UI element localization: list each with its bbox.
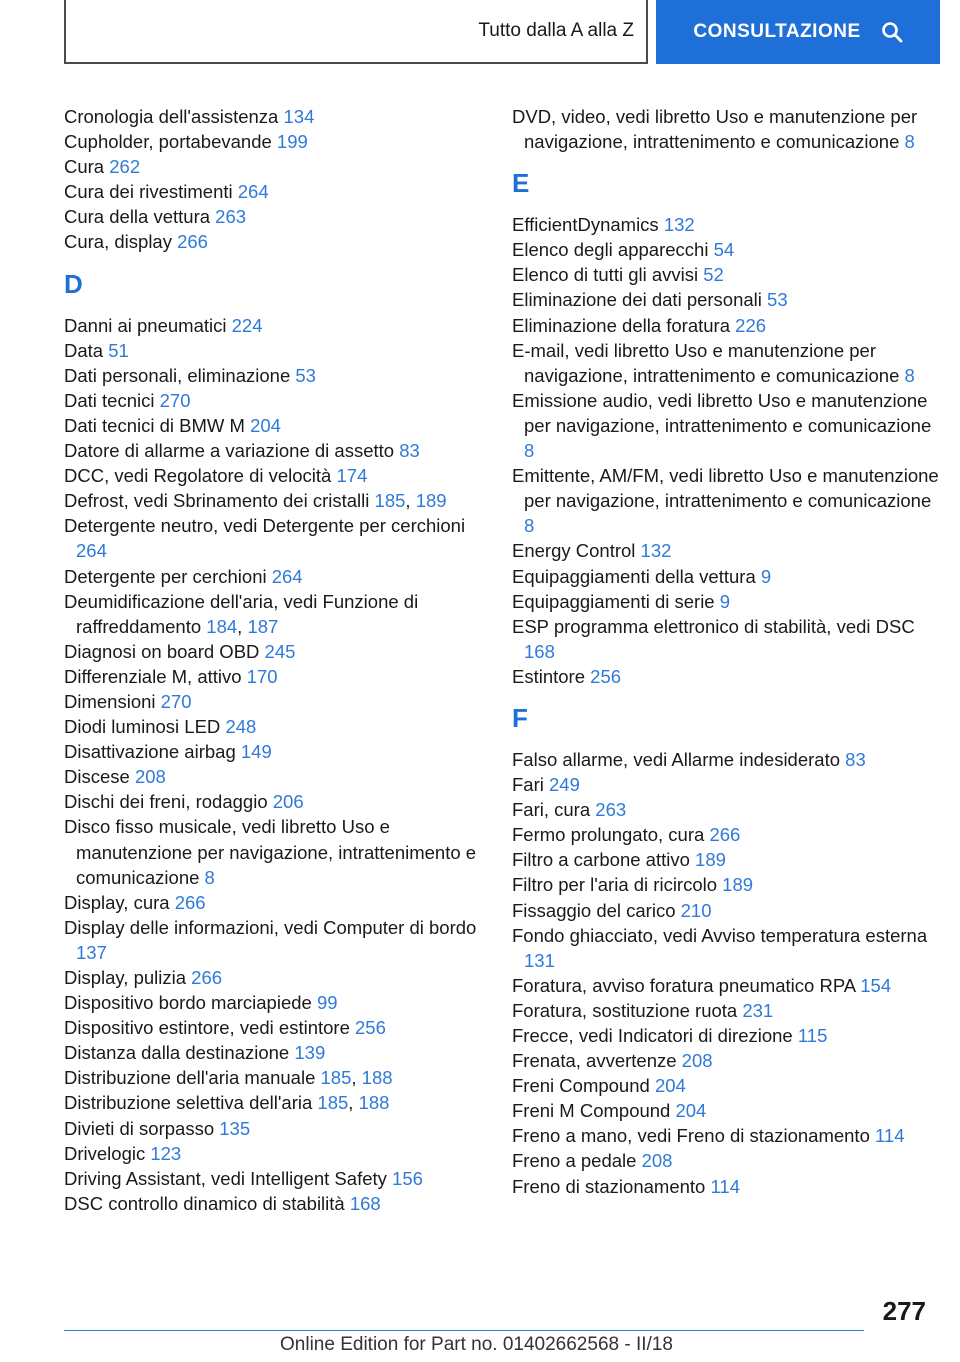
index-entry-text: Display, pulizia: [64, 967, 187, 988]
page-reference-link[interactable]: 52: [703, 264, 724, 286]
index-entry: [64, 154, 494, 179]
index-entry-text: Filtro a carbone attivo: [512, 849, 690, 871]
index-entry-text: Estintore: [512, 665, 586, 687]
index-entry-text: DCC, vedi Regolatore di velocità: [64, 465, 332, 487]
page-reference-link[interactable]: 266: [191, 967, 223, 988]
index-entry: [64, 463, 494, 488]
page-reference-link[interactable]: 132: [663, 214, 695, 236]
consultazione-tab[interactable]: [656, 0, 940, 64]
index-letter-heading: D: [64, 268, 83, 299]
index-entry: [64, 764, 494, 789]
index-entry-text: Divieti di sorpasso: [64, 1117, 215, 1139]
page-reference-link[interactable]: 154: [860, 974, 892, 996]
page-reference-link[interactable]: 208: [681, 1050, 713, 1072]
index-entry: Deumidificazione dell'aria, vedi Funzione di raffreddamento 184, 187: [64, 590, 419, 637]
page-reference-link[interactable]: 114: [710, 1175, 740, 1197]
page-reference-link[interactable]: 256: [355, 1017, 386, 1039]
index-entry: [64, 229, 494, 254]
page-reference-link[interactable]: 123: [150, 1142, 182, 1164]
index-entry: [512, 772, 942, 797]
index-entry: [64, 814, 494, 889]
index-entry-text: Dati personali, eliminazione: [64, 364, 291, 386]
index-entry: [512, 998, 942, 1023]
index-entry: [64, 1141, 494, 1166]
index-entry: [512, 664, 942, 689]
edition-note: Online Edition for Part no. 01402662568 - II/18: [280, 1334, 673, 1355]
page-reference-link[interactable]: 53: [767, 289, 788, 311]
page-reference-link[interactable]: 185: [317, 1092, 349, 1114]
page-reference-link[interactable]: 53: [295, 364, 316, 386]
index-entry: [64, 413, 494, 438]
index-entry: [64, 639, 494, 664]
page-reference-link[interactable]: 264: [271, 565, 303, 587]
page-reference-link[interactable]: 263: [595, 799, 627, 821]
index-entry-text: Deumidificazione dell'aria, vedi Funzione di raffreddamento: [64, 590, 419, 637]
index-entry: [512, 338, 942, 388]
page-number: 277: [882, 1296, 926, 1326]
index-entry: Distribuzione selettiva dell'aria 185, 188: [64, 1092, 390, 1114]
index-entry: [512, 589, 942, 614]
page-reference-link[interactable]: 199: [276, 131, 308, 153]
index-entry-text: Drivelogic: [64, 1142, 146, 1164]
index-entry-text: Distanza dalla destinazione: [64, 1042, 290, 1064]
page-reference-link[interactable]: 9: [719, 590, 731, 612]
index-entry-text: Eliminazione della foratura: [512, 314, 731, 336]
index-entry-text: Data: [64, 339, 104, 361]
index-entry-text: Frenata, avvertenze: [512, 1050, 677, 1072]
page-reference-link[interactable]: 8: [524, 515, 535, 537]
index-entry-text: Display delle informazioni, vedi Computer di bordo: [64, 916, 477, 938]
index-entry: [512, 262, 942, 287]
index-entry: [64, 313, 494, 338]
index-entry: [512, 104, 942, 154]
page-reference-link[interactable]: 135: [219, 1117, 251, 1139]
index-entry: [64, 965, 494, 990]
page-reference-link[interactable]: 185: [374, 490, 406, 512]
index-entry-text: Foratura, sostituzione ruota: [512, 999, 738, 1021]
page-reference-link[interactable]: 210: [680, 899, 712, 921]
index-entry: [64, 990, 494, 1015]
index-entry-text: Driving Assistant, vedi Intelligent Safety: [64, 1167, 387, 1189]
page-reference-link[interactable]: 204: [250, 414, 281, 436]
index-entry-text: Freni Compound: [512, 1075, 650, 1097]
index-entry-text: Cura: [64, 156, 105, 178]
page-reference-link[interactable]: 264: [237, 181, 269, 203]
index-column-right: [512, 104, 942, 1199]
page-reference-link[interactable]: 248: [225, 716, 257, 738]
index-entry-text: Filtro per l'aria di ricircolo: [512, 874, 718, 896]
index-entry: [64, 179, 494, 204]
index-entry: [512, 797, 942, 822]
index-entry: [64, 1015, 494, 1040]
index-entry-text: Dischi dei freni, rodaggio: [64, 791, 268, 813]
page-reference-link[interactable]: 54: [713, 239, 735, 261]
page-reference-link[interactable]: 188: [361, 1067, 393, 1089]
index-letter-heading: E: [512, 168, 530, 199]
index-entry-text: Danni ai pneumatici: [64, 314, 227, 336]
index-entry-text: Freno a mano, vedi Freno di stazionamento: [512, 1125, 870, 1147]
index-entry: [512, 973, 942, 998]
index-entry: Distribuzione dell'aria manuale 185, 188: [64, 1067, 393, 1089]
index-entry: Defrost, vedi Sbrinamento dei cristalli 185, 189: [64, 490, 447, 512]
index-entry: [64, 438, 494, 463]
page-reference-link[interactable]: 204: [654, 1075, 686, 1097]
index-entry-text: Disco fisso musicale, vedi libretto Uso e manutenzione per navigazione, intrattenimento e comunicazione: [64, 816, 477, 888]
index-entry-text: Detergente neutro, vedi Detergente per cerchioni: [64, 515, 466, 537]
page-reference-link[interactable]: 8: [904, 131, 915, 153]
index-entry-text: Detergente per cerchioni: [64, 565, 267, 587]
index-entry: [512, 847, 942, 872]
index-entry-text: Emittente, AM/FM, vedi libretto Uso e manutenzione per navigazione, intrattenimento e comunicazione: [512, 465, 939, 512]
index-entry-text: E-mail, vedi libretto Uso e manutenzione per navigazione, intrattenimento e comunicazione: [512, 339, 900, 386]
index-entry: [512, 538, 942, 563]
index-entry-text: Foratura, avviso foratura pneumatico RPA: [512, 974, 856, 996]
index-entry: [64, 739, 494, 764]
index-entry: [512, 463, 942, 538]
index-entry-text: Eliminazione dei dati personali: [512, 289, 762, 311]
index-entry-text: Energy Control: [512, 540, 636, 562]
index-entry-text: Falso allarme, vedi Allarme indesiderato: [512, 748, 841, 770]
index-entry: [512, 898, 942, 923]
index-entry-text: DSC controllo dinamico di stabilità: [64, 1192, 345, 1214]
index-entry-text: Dispositivo bordo marciapiede: [64, 992, 312, 1014]
index-entry: [64, 204, 494, 229]
page-reference-link[interactable]: 8: [204, 866, 215, 888]
index-entry: [512, 1023, 942, 1048]
index-entry: [64, 388, 494, 413]
index-entry-text: Emissione audio, vedi libretto Uso e manutenzione per navigazione, intrattenimento e comunicazione: [512, 389, 932, 436]
page-reference-link[interactable]: 184: [206, 615, 238, 637]
page-reference-link[interactable]: 226: [735, 314, 767, 336]
index-entry: [64, 564, 494, 589]
page-reference-link[interactable]: 189: [415, 490, 447, 512]
index-entry-text: Dimensioni: [64, 690, 156, 712]
page-reference-link[interactable]: 114: [875, 1125, 905, 1147]
index-entry: [64, 689, 494, 714]
index-entry: [512, 747, 942, 772]
index-entry-text: Fermo prolungato, cura: [512, 824, 705, 846]
page-reference-link[interactable]: 99: [316, 992, 338, 1014]
page-reference-link[interactable]: 139: [294, 1042, 326, 1064]
page-reference-link[interactable]: 8: [904, 364, 915, 386]
page-reference-link[interactable]: 256: [590, 665, 622, 687]
consultazione-tab-label: CONSULTAZIONE: [693, 21, 861, 42]
page-reference-link[interactable]: 208: [134, 766, 166, 788]
index-entry: [512, 1098, 942, 1123]
page-reference-link[interactable]: 206: [272, 791, 304, 813]
index-entry-text: Distribuzione dell'aria manuale: [64, 1067, 316, 1089]
page-reference-link[interactable]: 185: [320, 1067, 352, 1089]
index-entry-text: Freno a pedale: [512, 1150, 637, 1172]
index-entry-text: Equipaggiamenti della vettura: [512, 565, 756, 587]
index-entry-text: Diodi luminosi LED: [64, 716, 221, 738]
search-icon[interactable]: [881, 21, 903, 43]
section-title: Tutto dalla A alla Z: [478, 20, 634, 41]
index-entry: [64, 664, 494, 689]
index-entry-text: Elenco degli apparecchi: [512, 239, 709, 261]
index-entry-text: Defrost, vedi Sbrinamento dei cristalli: [64, 490, 370, 512]
page-reference-link[interactable]: 83: [845, 748, 866, 770]
index-entry-text: Display, cura: [64, 891, 170, 913]
index-entry-text: Cronologia dell'assistenza: [64, 106, 279, 127]
index-entry: [64, 1040, 494, 1065]
page-reference-link[interactable]: 174: [336, 465, 368, 487]
page-reference-link[interactable]: 132: [640, 540, 672, 562]
index-entry-text: EfficientDynamics: [512, 214, 659, 236]
index-entry: [64, 714, 494, 739]
page-reference-link[interactable]: 149: [240, 741, 272, 763]
page-reference-link[interactable]: 115: [797, 1025, 828, 1046]
index-entry-text: Elenco di tutti gli avvisi: [512, 264, 699, 286]
page-reference-link[interactable]: 189: [695, 849, 726, 871]
index-entry-text: Differenziale M, attivo: [64, 665, 242, 687]
index-entry: [64, 1116, 494, 1141]
index-entry: [64, 1191, 494, 1216]
index-entry: [512, 1073, 942, 1098]
index-entry-text: Equipaggiamenti di serie: [512, 590, 715, 612]
section-header: [64, 0, 648, 64]
index-entry-text: Dati tecnici di BMW M: [64, 414, 245, 436]
index-entry-text: ESP programma elettronico di stabilità, vedi DSC: [512, 615, 915, 637]
page-reference-link[interactable]: 168: [524, 640, 555, 662]
index-entry: [64, 129, 494, 154]
page-reference-link[interactable]: 245: [264, 640, 296, 662]
index-entry-text: DVD, video, vedi libretto Uso e manutenzione per navigazione, intrattenimento e comunicazione: [512, 106, 918, 153]
page-reference-link[interactable]: 131: [524, 949, 555, 971]
index-column-left: [64, 104, 494, 1216]
page-reference-link[interactable]: 9: [760, 565, 772, 587]
index-entry-text: Dati tecnici: [64, 389, 155, 411]
index-entry-text: Cura dei rivestimenti: [64, 181, 233, 203]
index-entry-text: Distribuzione selettiva dell'aria: [64, 1092, 313, 1114]
page-reference-link[interactable]: 270: [160, 690, 192, 712]
index-entry-text: Cupholder, portabevande: [64, 131, 272, 153]
page-reference-link[interactable]: 170: [246, 665, 278, 687]
index-entry-text: Fondo ghiacciato, vedi Avviso temperatura esterna: [512, 924, 928, 946]
index-entry: [64, 338, 494, 363]
index-entry-text: Freni M Compound: [512, 1100, 671, 1122]
index-entry: [64, 513, 494, 563]
page-reference-link[interactable]: 8: [524, 440, 535, 462]
index-entry: [512, 822, 942, 847]
page-reference-link[interactable]: 264: [76, 540, 107, 562]
page-reference-link[interactable]: 156: [392, 1167, 423, 1189]
page-reference-link[interactable]: 231: [742, 999, 774, 1021]
index-entry: [512, 1174, 942, 1199]
index-entry: [512, 872, 942, 897]
page-reference-link[interactable]: 189: [722, 874, 754, 896]
index-entry: [512, 287, 942, 312]
index-entry-text: Cura, display: [64, 231, 172, 253]
page-reference-link[interactable]: 263: [215, 206, 247, 228]
index-entry: [64, 104, 494, 129]
index-entry: [512, 313, 942, 338]
page-reference-link[interactable]: 188: [358, 1092, 390, 1114]
page-reference-link[interactable]: 168: [349, 1192, 381, 1214]
index-entry-text: Diagnosi on board OBD: [64, 640, 260, 662]
index-letter-heading: F: [512, 702, 528, 733]
index-entry-text: Datore di allarme a variazione di assetto: [64, 440, 395, 462]
index-entry: [512, 923, 942, 973]
index-entry-text: Discese: [64, 766, 130, 788]
index-entry: [64, 915, 494, 965]
page-reference-link[interactable]: 208: [641, 1150, 673, 1172]
index-entry: [64, 789, 494, 814]
page-reference-link[interactable]: 224: [231, 314, 263, 336]
index-entry: [64, 890, 494, 915]
page-reference-link[interactable]: 137: [76, 941, 107, 963]
page-reference-link[interactable]: 187: [247, 615, 279, 637]
index-entry-text: Fari: [512, 774, 544, 796]
index-entry: [512, 1123, 942, 1148]
index-entry-text: Cura della vettura: [64, 206, 211, 228]
index-entry-text: Fissaggio del carico: [512, 899, 676, 921]
index-entry: [512, 564, 942, 589]
index-entry: [64, 363, 494, 388]
index-entry: [512, 614, 942, 664]
index-entry: [512, 388, 942, 463]
footer-divider: [64, 1330, 864, 1331]
index-entry-text: Dispositivo estintore, vedi estintore: [64, 1017, 350, 1039]
index-entry-text: Disattivazione airbag: [64, 741, 236, 763]
index-entry: [512, 237, 942, 262]
page-reference-link[interactable]: 134: [283, 106, 315, 127]
index-entry-text: Frecce, vedi Indicatori di direzione: [512, 1025, 793, 1046]
page-reference-link[interactable]: 51: [108, 339, 129, 361]
page-reference-link[interactable]: 262: [109, 156, 141, 178]
index-entry: [512, 1048, 942, 1073]
page-reference-link[interactable]: 270: [159, 389, 191, 411]
page-reference-link[interactable]: 266: [177, 231, 208, 253]
index-entry: [512, 212, 942, 237]
page-reference-link[interactable]: 204: [675, 1100, 707, 1122]
page-reference-link[interactable]: 249: [549, 774, 580, 796]
index-entry-text: Freno di stazionamento: [512, 1175, 706, 1197]
page-reference-link[interactable]: 266: [709, 824, 741, 846]
page-reference-link[interactable]: 83: [399, 440, 420, 462]
page-reference-link[interactable]: 266: [174, 891, 206, 913]
index-entry-text: Fari, cura: [512, 799, 591, 821]
index-entry: [512, 1148, 942, 1173]
index-entry: [64, 1166, 494, 1191]
